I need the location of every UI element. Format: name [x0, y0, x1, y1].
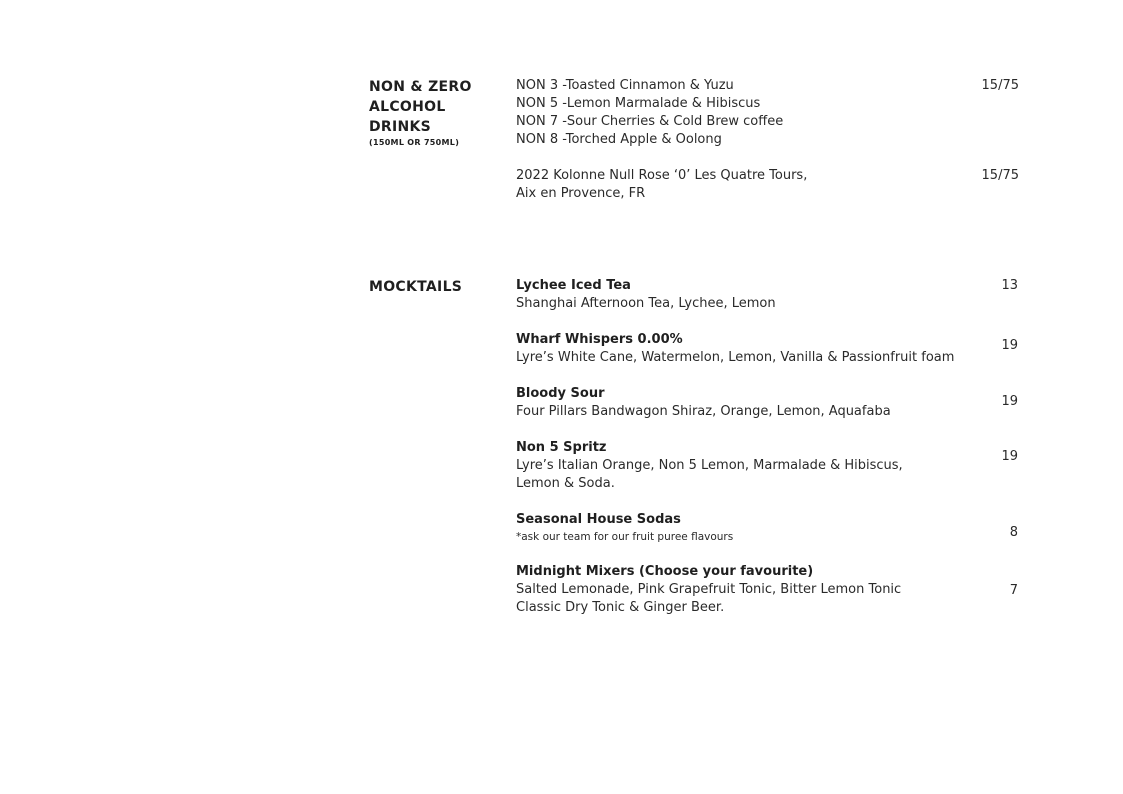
item-description: Lemon & Soda. [516, 476, 615, 491]
item-description: Lyre’s Italian Orange, Non 5 Lemon, Marmalade & Hibiscus, [516, 458, 903, 473]
price: 19 [1001, 449, 1018, 464]
section-title-line: MOCKTAILS [369, 279, 463, 295]
wine-line: 2022 Kolonne Null Rose ‘0’ Les Quatre Tours, [516, 168, 808, 183]
price: 15/75 [981, 78, 1019, 93]
section-title-mocktails [369, 277, 462, 297]
section-title-line: DRINKS [369, 119, 432, 135]
item-name: Midnight Mixers (Choose your favourite) [516, 564, 814, 579]
menu-line: NON 5 -Lemon Marmalade & Hibiscus [516, 96, 761, 111]
menu-line: NON 8 -Torched Apple & Oolong [516, 132, 722, 147]
wine-line: Aix en Provence, FR [516, 186, 646, 201]
item-description: Shanghai Afternoon Tea, Lychee, Lemon [516, 296, 776, 311]
item-description: *ask our team for our fruit puree flavours [516, 531, 734, 543]
item-description: Classic Dry Tonic & Ginger Beer. [516, 600, 725, 615]
item-name: Wharf Whispers 0.00% [516, 332, 683, 347]
section-title-line: ALCOHOL [369, 99, 446, 115]
item-description: Salted Lemonade, Pink Grapefruit Tonic, Bitter Lemon Tonic [516, 582, 902, 597]
price: 19 [1001, 394, 1018, 409]
section-title-line: NON & ZERO [369, 79, 472, 95]
item-name: Non 5 Spritz [516, 440, 607, 455]
menu-line: NON 3 -Toasted Cinnamon & Yuzu [516, 78, 734, 93]
menu-line: NON 7 -Sour Cherries & Cold Brew coffee [516, 114, 784, 129]
section-subtitle: (150ML OR 750ML) [369, 138, 460, 147]
price: 15/75 [981, 168, 1019, 183]
item-description: Lyre’s White Cane, Watermelon, Lemon, Vanilla & Passionfruit foam [516, 350, 955, 365]
section-title-non-zero [369, 77, 472, 149]
price: 7 [1009, 583, 1018, 598]
price: 19 [1001, 338, 1018, 353]
item-name: Lychee Iced Tea [516, 278, 631, 293]
item-description: Four Pillars Bandwagon Shiraz, Orange, Lemon, Aquafaba [516, 404, 891, 419]
item-name: Bloody Sour [516, 386, 605, 401]
price: 8 [1009, 525, 1018, 540]
price: 13 [1001, 278, 1018, 293]
item-name: Seasonal House Sodas [516, 512, 681, 527]
